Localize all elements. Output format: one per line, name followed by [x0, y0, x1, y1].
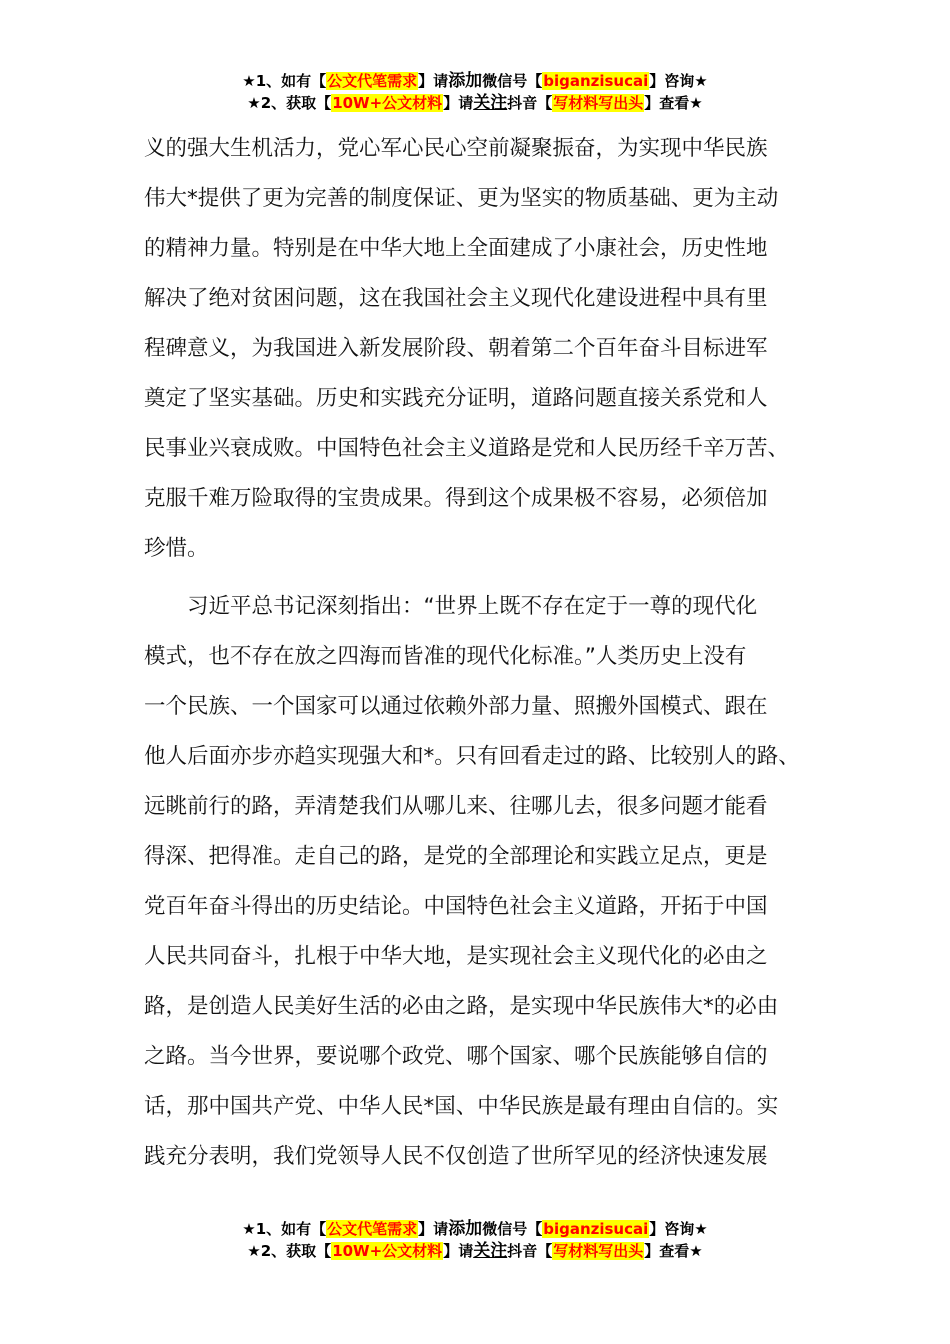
highlight-materials: 10W+公文材料: [332, 94, 443, 112]
banner-text: 】查看★: [644, 94, 703, 112]
text-line: 党百年奋斗得出的历史结论。中国特色社会主义道路，开拓于中国: [144, 894, 768, 919]
banner-text: 】请: [418, 1220, 449, 1238]
highlight-service: 公文代笔需求: [327, 1220, 418, 1238]
text-line: 他人后面亦步亦趋实现强大和*。只有回看走过的路、比较别人的路、: [144, 744, 800, 769]
banner-text: 】请: [443, 1242, 474, 1260]
text-line: 模式，也不存在放之四海而皆准的现代化标准。”人类历史上没有: [144, 644, 747, 669]
text-line: 义的强大生机活力，党心军心民心空前凝聚振奋，为实现中华民族: [144, 136, 768, 161]
text-line: 奠定了坚实基础。历史和实践充分证明，道路问题直接关系党和人: [144, 386, 768, 411]
highlight-materials: 10W+公文材料: [332, 1242, 443, 1260]
banner-text: 微信号【: [482, 72, 543, 90]
footer-banner: [0, 1218, 950, 1262]
banner-text: 抖音【: [507, 1242, 553, 1260]
banner-line-1: [0, 1218, 950, 1240]
text-line: 得深、把得准。走自己的路，是党的全部理论和实践立足点，更是: [144, 844, 768, 869]
banner-text: 微信号【: [482, 1220, 543, 1238]
text-line: 克服千难万险取得的宝贵成果。得到这个成果极不容易，必须倍加: [144, 486, 768, 511]
banner-line-1: [0, 70, 950, 92]
banner-emphasis: 添加: [448, 71, 483, 91]
text-line: 解决了绝对贫困问题，这在我国社会主义现代化建设进程中具有里: [144, 286, 768, 311]
banner-emphasis: 关注: [473, 1241, 508, 1261]
highlight-wechat-id: biganzisucai: [543, 72, 649, 90]
banner-text: ★1、如有【: [242, 72, 327, 90]
text-line: 程碑意义，为我国进入新发展阶段、朝着第二个百年奋斗目标进军: [144, 336, 768, 361]
text-line: 习近平总书记深刻指出：“世界上既不存在定于一尊的现代化: [144, 594, 758, 619]
banner-text: ★2、获取【: [247, 94, 332, 112]
banner-text: 】咨询★: [649, 1220, 708, 1238]
header-banner: [0, 70, 950, 114]
highlight-douyin-id: 写材料写出头: [553, 1242, 644, 1260]
text-line: 话，那中国共产党、中华人民*国、中华民族是最有理由自信的。实: [144, 1094, 779, 1119]
banner-text: ★2、获取【: [247, 1242, 332, 1260]
document-body: [144, 124, 824, 1182]
banner-line-2: [0, 92, 950, 114]
text-line: 之路。当今世界，要说哪个政党、哪个国家、哪个民族能够自信的: [144, 1044, 768, 1069]
highlight-service: 公文代笔需求: [327, 72, 418, 90]
banner-line-2: [0, 1240, 950, 1262]
text-line: 珍惜。: [144, 536, 209, 561]
text-line: 远眺前行的路，弄清楚我们从哪儿来、往哪儿去，很多问题才能看: [144, 794, 768, 819]
banner-text: 抖音【: [507, 94, 553, 112]
highlight-douyin-id: 写材料写出头: [553, 94, 644, 112]
text-line: 伟大*提供了更为完善的制度保证、更为坚实的物质基础、更为主动: [144, 186, 779, 211]
text-line: 的精神力量。特别是在中华大地上全面建成了小康社会，历史性地: [144, 236, 768, 261]
banner-text: 】请: [443, 94, 474, 112]
text-line: 民事业兴衰成败。中国特色社会主义道路是党和人民历经千辛万苦、: [144, 436, 790, 461]
banner-emphasis: 添加: [448, 1219, 483, 1239]
text-line: 践充分表明，我们党领导人民不仅创造了世所罕见的经济快速发展: [144, 1144, 768, 1169]
paragraph-1: [144, 124, 824, 574]
text-line: 一个民族、一个国家可以通过依赖外部力量、照搬外国模式、跟在: [144, 694, 768, 719]
banner-text: ★1、如有【: [242, 1220, 327, 1238]
text-line: 路，是创造人民美好生活的必由之路，是实现中华民族伟大*的必由: [144, 994, 779, 1019]
banner-text: 】请: [418, 72, 449, 90]
text-line: 人民共同奋斗，扎根于中华大地，是实现社会主义现代化的必由之: [144, 944, 768, 969]
banner-text: 】咨询★: [649, 72, 708, 90]
highlight-wechat-id: biganzisucai: [543, 1220, 649, 1238]
paragraph-2: [144, 582, 824, 1182]
banner-emphasis: 关注: [473, 93, 508, 113]
banner-text: 】查看★: [644, 1242, 703, 1260]
paragraph-spacer: [144, 574, 824, 582]
